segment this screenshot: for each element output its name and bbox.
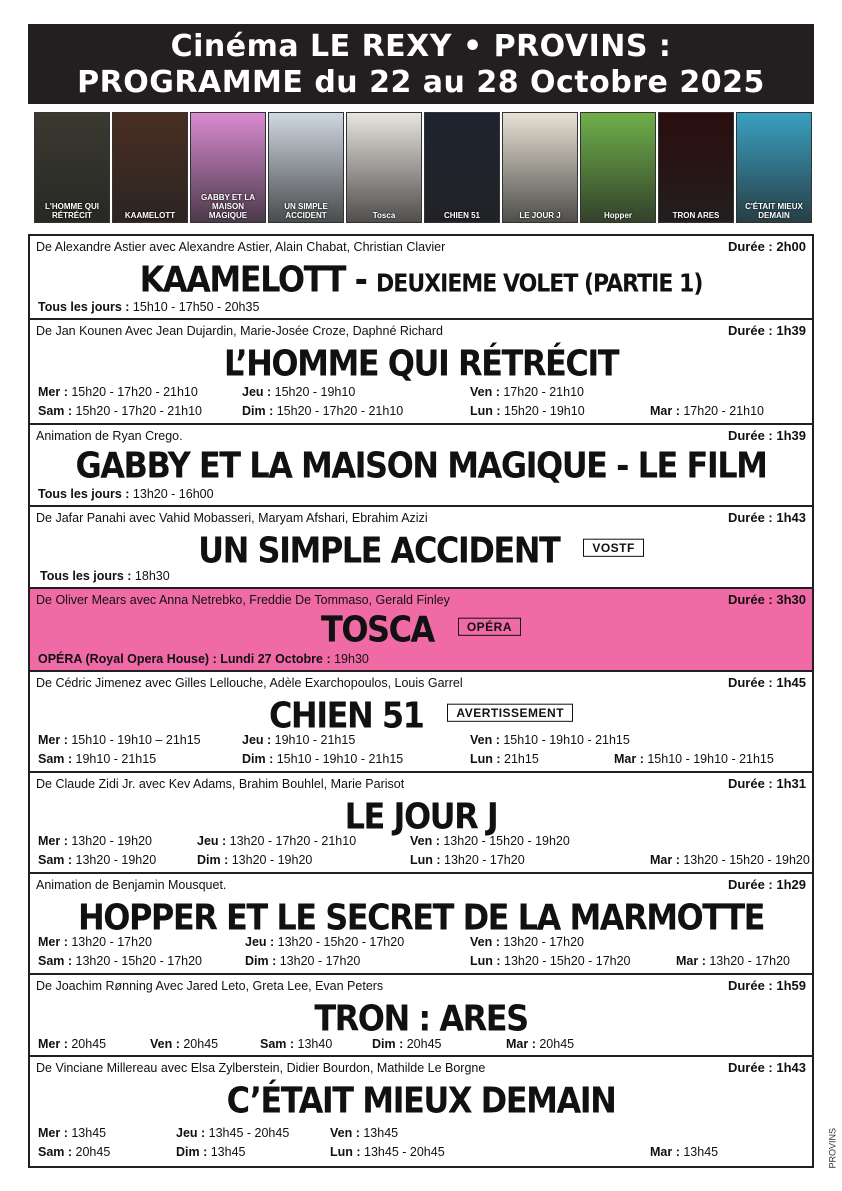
showtime-entry — [260, 1037, 332, 1051]
poster-strip — [34, 112, 812, 223]
showtime-day: Ven : — [470, 385, 504, 399]
showtime-day: Mer : — [38, 385, 72, 399]
showtime-day: Sam : — [38, 752, 76, 766]
poster-label: LE JOUR J — [519, 211, 561, 220]
showtime-times: 15h10 - 19h10 – 21h15 — [71, 733, 201, 747]
movie-credits: De Oliver Mears avec Anna Netrebko, Freddie De Tommaso, Gerald Finley — [36, 593, 450, 607]
showtime-entry — [506, 1037, 574, 1051]
showtime-entry — [197, 834, 356, 848]
showtime-day: Mar : — [650, 404, 684, 418]
showtime-day: Jeu : — [242, 733, 275, 747]
showtime-entry — [38, 935, 152, 949]
showtime-day: Dim : — [245, 954, 280, 968]
showtime-entry — [242, 404, 403, 418]
showtime-times: 20h45 — [539, 1037, 575, 1051]
poster-image — [502, 112, 578, 223]
movie-block — [30, 320, 812, 425]
showtime-day: Dim : — [372, 1037, 407, 1051]
poster-label: C'ÉTAIT MIEUX DEMAIN — [745, 202, 803, 220]
showtime-times: 13h45 - 20h45 — [364, 1145, 445, 1159]
showtime-day: Sam : — [38, 853, 76, 867]
movie-block — [30, 1057, 812, 1166]
poster-image — [346, 112, 422, 223]
showtime-day: Dim : — [242, 404, 277, 418]
showtime-day: Mer : — [38, 1126, 72, 1140]
showtime-day: Tous les jours : — [40, 569, 135, 583]
movie-block — [30, 672, 812, 773]
showtime-entry — [242, 752, 403, 766]
showtime-entry — [38, 300, 259, 314]
movie-title-text: TOSCA — [320, 607, 434, 651]
showtime-entry — [410, 834, 570, 848]
showtime-day: Jeu : — [242, 385, 275, 399]
showtime-entry — [197, 853, 312, 867]
poster-image — [268, 112, 344, 223]
movie-duration: Durée : 3h30 — [727, 592, 806, 607]
movie-title — [30, 608, 812, 651]
showtime-entry — [470, 404, 585, 418]
movie-duration: Durée : 2h00 — [727, 239, 806, 254]
movie-tag-badge: OPÉRA — [458, 618, 521, 636]
showtime-day: Dim : — [197, 853, 232, 867]
showtime-entry — [38, 752, 156, 766]
showtime-times: 15h10 - 17h50 - 20h35 — [132, 300, 260, 314]
movie-title — [30, 342, 812, 385]
poster-image — [112, 112, 188, 223]
poster-label: KAAMELOTT — [124, 211, 176, 220]
movie-credits: De Jan Kounen Avec Jean Dujardin, Marie-Josée Croze, Daphné Richard — [36, 324, 443, 338]
poster-label: UN SIMPLE ACCIDENT — [284, 202, 328, 220]
movie-title-text: LE JOUR J — [344, 794, 498, 838]
movie-title — [30, 795, 812, 838]
program-list — [28, 234, 814, 1168]
showtime-times: 13h20 - 17h20 — [709, 954, 790, 968]
showtime-times: 15h20 - 19h10 — [504, 404, 585, 418]
showtime-entry — [150, 1037, 218, 1051]
showtime-times: 18h30 — [134, 569, 170, 583]
showtime-day: Mar : — [650, 853, 684, 867]
showtime-day: Sam : — [38, 404, 76, 418]
showtime-entry — [38, 1145, 110, 1159]
showtime-entry — [38, 487, 214, 501]
showtime-times: 13h20 - 15h20 - 17h20 — [75, 954, 203, 968]
showtime-entry — [38, 385, 198, 399]
movie-duration: Durée : 1h39 — [727, 428, 806, 443]
showtime-times: 15h20 - 17h20 - 21h10 — [75, 404, 203, 418]
movie-credits: De Claude Zidi Jr. avec Kev Adams, Brahim Bouhlel, Marie Parisot — [36, 777, 405, 791]
movie-block — [30, 236, 812, 320]
showtime-times: 20h45 — [183, 1037, 219, 1051]
movie-duration: Durée : 1h43 — [727, 510, 806, 525]
showtime-entry — [38, 954, 202, 968]
showtime-entry — [470, 954, 631, 968]
showtime-day: Dim : — [176, 1145, 211, 1159]
showtime-day: Lun : — [470, 404, 505, 418]
movie-credits: De Joachim Rønning Avec Jared Leto, Greta Lee, Evan Peters — [36, 979, 384, 993]
movie-title — [30, 997, 812, 1040]
movie-block — [30, 874, 812, 975]
showtime-times: 13h20 - 15h20 - 19h20 — [443, 834, 570, 848]
showtime-entry — [38, 834, 152, 848]
showtime-day: Mar : — [650, 1145, 684, 1159]
showtime-entry — [650, 853, 810, 867]
movie-credits: Animation de Ryan Crego. — [36, 429, 183, 443]
showtime-entry — [38, 404, 202, 418]
showtime-day: Mer : — [38, 1037, 72, 1051]
movie-duration: Durée : 1h59 — [727, 978, 806, 993]
movie-credits: Animation de Benjamin Mousquet. — [36, 878, 227, 892]
showtime-times: 13h20 - 17h20 — [503, 935, 584, 949]
showtime-entry — [470, 385, 584, 399]
showtime-day: Tous les jours : — [38, 487, 133, 501]
showtime-times: 13h45 — [683, 1145, 719, 1159]
showtime-entry — [410, 853, 525, 867]
movie-block — [30, 507, 812, 589]
showtime-times: 20h45 — [75, 1145, 111, 1159]
showtime-day: Lun : — [330, 1145, 365, 1159]
showtime-day: Mar : — [676, 954, 710, 968]
poster-label: TRON ARES — [672, 211, 720, 220]
page-header — [28, 24, 814, 104]
showtime-times: 13h45 — [363, 1126, 399, 1140]
movie-title — [30, 529, 812, 572]
movie-duration: Durée : 1h29 — [727, 877, 806, 892]
movie-title-text: GABBY ET LA MAISON MAGIQUE - LE FILM — [75, 443, 767, 487]
poster-image — [190, 112, 266, 223]
movie-title — [30, 444, 812, 487]
movie-credits: De Jafar Panahi avec Vahid Mobasseri, Maryam Afshari, Ebrahim Azizi — [36, 511, 428, 525]
showtime-times: 15h20 - 19h10 — [274, 385, 356, 399]
showtime-times: 13h20 - 19h20 — [75, 853, 157, 867]
showtime-day: Lun : — [470, 954, 505, 968]
showtime-entry — [676, 954, 790, 968]
showtime-entry — [38, 1037, 106, 1051]
showtime-times: 15h10 - 19h10 - 21h15 — [276, 752, 404, 766]
showtime-times: 13h20 - 15h20 - 19h20 — [683, 853, 810, 867]
showtime-day: Tous les jours : — [38, 300, 133, 314]
poster-image — [658, 112, 734, 223]
showtime-entry — [38, 652, 369, 666]
showtime-entry — [245, 935, 404, 949]
header-title: Cinéma LE REXY • PROVINS : — [170, 29, 672, 64]
showtime-entry — [242, 733, 355, 747]
header-dates: PROGRAMME du 22 au 28 Octobre 2025 — [77, 65, 765, 100]
poster-label: GABBY ET LA MAISON MAGIQUE — [200, 193, 256, 220]
side-label: PROVINS — [828, 1128, 838, 1169]
movie-title-text: CHIEN 51 — [268, 693, 424, 737]
poster-image — [424, 112, 500, 223]
showtime-entry — [650, 404, 764, 418]
movie-title-text: TRON : ARES — [314, 996, 528, 1040]
movie-title — [30, 1079, 812, 1122]
showtime-entry — [372, 1037, 442, 1051]
showtime-times: 20h45 — [71, 1037, 107, 1051]
showtime-times: 19h10 - 21h15 — [274, 733, 356, 747]
movie-duration: Durée : 1h39 — [727, 323, 806, 338]
showtime-entry — [470, 752, 539, 766]
poster-label: Tosca — [372, 211, 396, 220]
showtime-times: 13h20 - 16h00 — [132, 487, 214, 501]
poster-image — [580, 112, 656, 223]
showtime-day: Ven : — [150, 1037, 184, 1051]
showtime-entry — [245, 954, 360, 968]
movie-tag-badge: VOSTF — [583, 539, 644, 557]
showtime-entry — [242, 385, 355, 399]
showtime-day: Ven : — [470, 935, 504, 949]
showtime-day: Ven : — [330, 1126, 364, 1140]
showtime-entry — [330, 1145, 445, 1159]
showtime-day: Mer : — [38, 834, 72, 848]
showtime-times: 17h20 - 21h10 — [503, 385, 584, 399]
showtime-times: 13h20 - 19h20 — [71, 834, 152, 848]
showtime-times: 13h20 - 17h20 — [279, 954, 361, 968]
showtime-day: Jeu : — [245, 935, 278, 949]
showtime-times: 13h40 — [297, 1037, 333, 1051]
showtime-times: 19h30 — [334, 652, 369, 666]
showtime-times: 15h20 - 17h20 - 21h10 — [276, 404, 404, 418]
movie-duration: Durée : 1h31 — [727, 776, 806, 791]
showtime-entry — [38, 853, 156, 867]
showtime-day: Lun : — [410, 853, 445, 867]
movie-block — [30, 975, 812, 1057]
movie-title-text: UN SIMPLE ACCIDENT — [198, 528, 560, 572]
movie-credits: De Vinciane Millereau avec Elsa Zylberstein, Didier Bourdon, Mathilde Le Borgne — [36, 1061, 486, 1075]
showtime-times: 20h45 — [406, 1037, 442, 1051]
movie-title — [30, 694, 812, 737]
showtime-day: Sam : — [260, 1037, 298, 1051]
movie-block — [30, 589, 812, 672]
showtime-entry — [176, 1145, 246, 1159]
showtime-times: 15h20 - 17h20 - 21h10 — [71, 385, 198, 399]
showtime-day: Mar : — [614, 752, 648, 766]
showtime-day: Sam : — [38, 1145, 76, 1159]
poster-image — [736, 112, 812, 223]
showtime-entry — [40, 569, 170, 583]
showtime-times: 17h20 - 21h10 — [683, 404, 764, 418]
showtime-day: Jeu : — [176, 1126, 209, 1140]
showtime-day: Mer : — [38, 733, 72, 747]
showtime-day: Lun : — [470, 752, 505, 766]
movie-title-text: KAAMELOTT - — [139, 257, 377, 301]
movie-duration: Durée : 1h45 — [727, 675, 806, 690]
movie-credits: De Alexandre Astier avec Alexandre Astier, Alain Chabat, Christian Clavier — [36, 240, 446, 254]
poster-label: L'HOMME QUI RÉTRÉCIT — [45, 202, 99, 220]
showtime-day: Mer : — [38, 935, 72, 949]
showtime-times: 13h20 - 17h20 - 21h10 — [229, 834, 357, 848]
showtime-times: 15h10 - 19h10 - 21h15 — [647, 752, 774, 766]
movie-title-text: C’ÉTAIT MIEUX DEMAIN — [226, 1078, 616, 1122]
movie-block — [30, 773, 812, 874]
movie-tag-badge: AVERTISSEMENT — [447, 704, 573, 722]
showtime-entry — [38, 1126, 106, 1140]
movie-title — [30, 896, 812, 939]
showtime-times: 13h45 - 20h45 — [208, 1126, 290, 1140]
showtime-day: Dim : — [242, 752, 277, 766]
poster-label: Hopper — [604, 211, 632, 220]
poster-image — [34, 112, 110, 223]
showtime-times: 13h45 — [210, 1145, 246, 1159]
showtime-times: 13h20 - 17h20 — [71, 935, 152, 949]
showtime-entry — [176, 1126, 289, 1140]
showtime-times: 13h20 - 15h20 - 17h20 — [504, 954, 631, 968]
showtime-times: 13h20 - 17h20 — [444, 853, 525, 867]
movie-title-text: L’HOMME QUI RÉTRÉCIT — [223, 341, 619, 385]
showtime-entry — [650, 1145, 718, 1159]
poster-label: CHIEN 51 — [443, 211, 480, 220]
showtime-day: Sam : — [38, 954, 76, 968]
showtime-entry — [470, 935, 584, 949]
showtime-times: 13h20 - 19h20 — [231, 853, 313, 867]
showtime-day: OPÉRA (Royal Opera House) : Lundi 27 Octobre : — [38, 652, 335, 666]
showtime-times: 19h10 - 21h15 — [75, 752, 157, 766]
movie-duration: Durée : 1h43 — [727, 1060, 806, 1075]
showtime-day: Jeu : — [197, 834, 230, 848]
showtime-entry — [38, 733, 201, 747]
movie-title-text: HOPPER ET LE SECRET DE LA MARMOTTE — [77, 895, 764, 939]
showtime-times: 13h45 — [71, 1126, 107, 1140]
showtime-times: 21h15 — [504, 752, 539, 766]
showtime-day: Ven : — [410, 834, 444, 848]
movie-subtitle: DEUXIEME VOLET (PARTIE 1) — [376, 270, 703, 299]
showtime-times: 15h10 - 19h10 - 21h15 — [503, 733, 630, 747]
showtime-times: 13h20 - 15h20 - 17h20 — [277, 935, 405, 949]
movie-title — [30, 258, 812, 301]
showtime-entry — [470, 733, 630, 747]
showtime-entry — [330, 1126, 398, 1140]
showtime-day: Mar : — [506, 1037, 540, 1051]
movie-block — [30, 425, 812, 507]
showtime-day: Ven : — [470, 733, 504, 747]
movie-credits: De Cédric Jimenez avec Gilles Lellouche, Adèle Exarchopoulos, Louis Garrel — [36, 676, 463, 690]
showtime-entry — [614, 752, 774, 766]
